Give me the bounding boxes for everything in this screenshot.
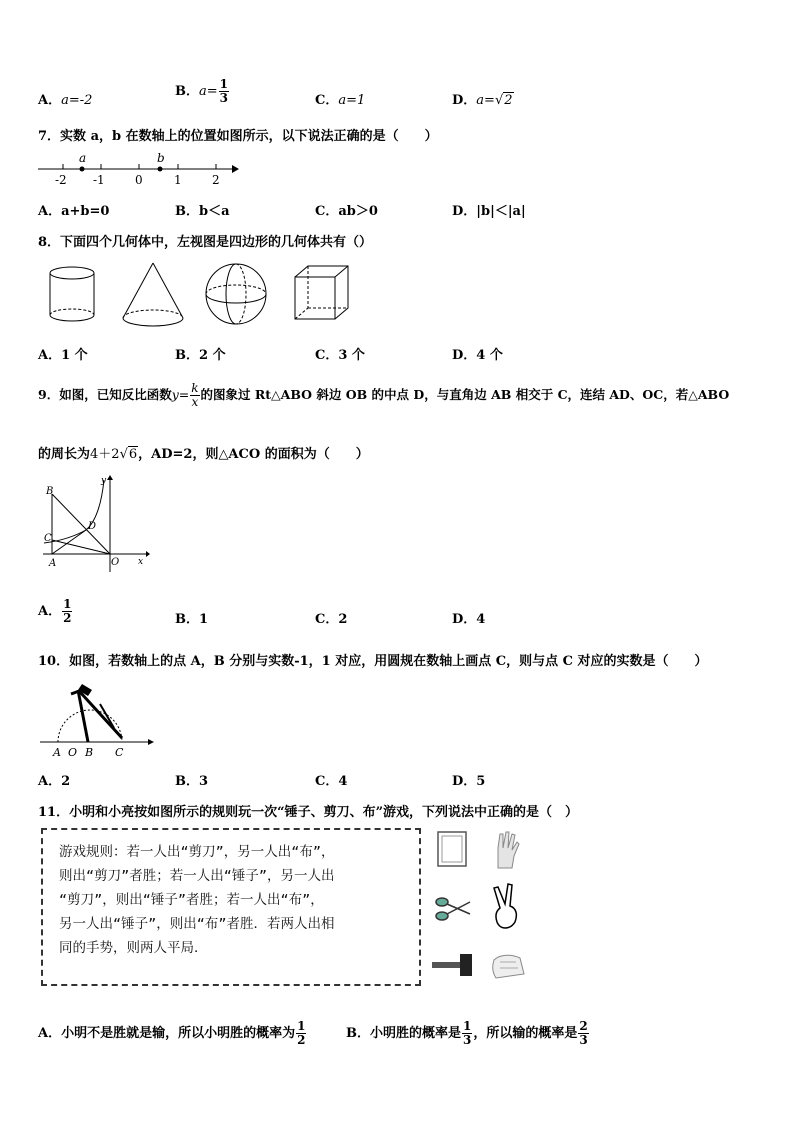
q10-option-a: A．2 (38, 774, 71, 789)
game-rules-text: 游戏规则：若一人出“剪刀”，另一人出“布”， 则出“剪刀”者胜；若一人出“锤子”，另一人出 “剪刀”，则出“锤子”者胜；若一人出“布”， 另一人出“锤子”，则出“布”者胜．若两人出相 同的手势，则两人平局． (59, 844, 335, 956)
label-a: a (79, 151, 87, 165)
q6-option-a: A．a=-2 (38, 93, 93, 108)
q6-option-c: C．a=1 (315, 93, 366, 108)
label-A: A (53, 746, 61, 759)
q9-option-b: B．1 (175, 612, 209, 627)
q11-option-b: B．小明胜的概率是 $\frac{1}{3}$ ，所以输的概率是 $\frac{2}{3}$ (346, 1019, 588, 1047)
q6-option-b: B．a= $\frac{1}{3}$ (175, 77, 229, 105)
q11-stem: 11．小明和小亮按如图所示的规则玩一次“锤子、剪刀、布”游戏，下列说法中正确的是（ ） (38, 805, 579, 820)
q8-option-b: B．2 个 (175, 348, 226, 363)
q10-stem: 10．如图，若数轴上的点 A，B 分别与实数-1，1 对应，用圆规在数轴上画点 C，则与点 C 对应的实数是（ ） (38, 654, 708, 669)
label-x: x (138, 557, 144, 567)
label-B: B (85, 746, 94, 759)
label-C: C (115, 746, 124, 759)
tick-label: 0 (135, 173, 143, 187)
sphere-shape (206, 264, 266, 324)
cone-shape (123, 263, 183, 326)
q7-option-d: D．|b|＜|a| (452, 204, 526, 219)
q9-stem-line2: 的周长为4＋2√6，AD=2，则△ACO 的面积为（ ） (38, 447, 369, 462)
q7-option-a: A．a+b=0 (38, 204, 110, 219)
q7-stem: 7．实数 a，b 在数轴上的位置如图所示，以下说法正确的是（ ） (38, 129, 438, 144)
victory-hand-icon (494, 884, 516, 928)
q11-option-a: A．小明不是胜就是输，所以小明胜的概率为 $\frac{1}{2}$ (38, 1019, 306, 1047)
scissors-icon (436, 898, 470, 920)
q7-number-line (36, 148, 240, 188)
point-a-dot (80, 167, 85, 172)
q8-solids-figure (40, 258, 360, 333)
paper-icon (438, 832, 466, 866)
q10-option-c: C．4 (315, 774, 348, 789)
gesture-images (430, 828, 530, 988)
q8-option-c: C．3 个 (315, 348, 365, 363)
label-O: O (68, 746, 78, 759)
q7-option-c: C．ab＞0 (315, 204, 378, 219)
tick-label: -2 (55, 173, 67, 187)
q9-option-c: C．2 (315, 612, 348, 627)
q9-option-d: D．4 (452, 612, 486, 627)
hammer-icon (432, 954, 472, 976)
fist-icon (493, 955, 524, 978)
label-A: A (49, 558, 57, 569)
game-rules-box (41, 828, 421, 986)
q10-option-b: B．3 (175, 774, 209, 789)
q7-option-b: B．b＜a (175, 204, 230, 219)
q9-stem-line1: 9．如图，已知反比函数y= $\frac{k}{x}$ 的图象过 Rt△ABO 斜边 OB 的中点 D，与直角边 AB 相交于 C，连结 AD、OC，若△ABO (38, 381, 730, 409)
cube-shape (295, 266, 348, 319)
label-D: D (88, 521, 97, 532)
label-y: y (101, 476, 107, 486)
cylinder-shape (50, 267, 94, 321)
label-b: b (157, 151, 165, 165)
tick-label: 1 (174, 173, 182, 187)
open-hand-icon (498, 832, 519, 868)
q6-option-d: D．a=√2 (452, 93, 513, 108)
label-B: B (46, 486, 54, 497)
tick-label: 2 (212, 173, 220, 187)
q9-option-a: A． $\frac{1}{2}$ (38, 597, 72, 625)
q8-option-d: D．4 个 (452, 348, 503, 363)
label-O: O (111, 557, 120, 568)
q8-stem: 8．下面四个几何体中，左视图是四边形的几何体共有（） (38, 235, 373, 250)
q10-option-d: D．5 (452, 774, 486, 789)
point-b-dot (158, 167, 163, 172)
q9-figure (38, 474, 150, 574)
q10-figure (38, 678, 156, 760)
tick-label: -1 (93, 173, 105, 187)
label-C: C (44, 533, 52, 544)
compass-icon (71, 684, 122, 742)
q8-option-a: A．1 个 (38, 348, 88, 363)
